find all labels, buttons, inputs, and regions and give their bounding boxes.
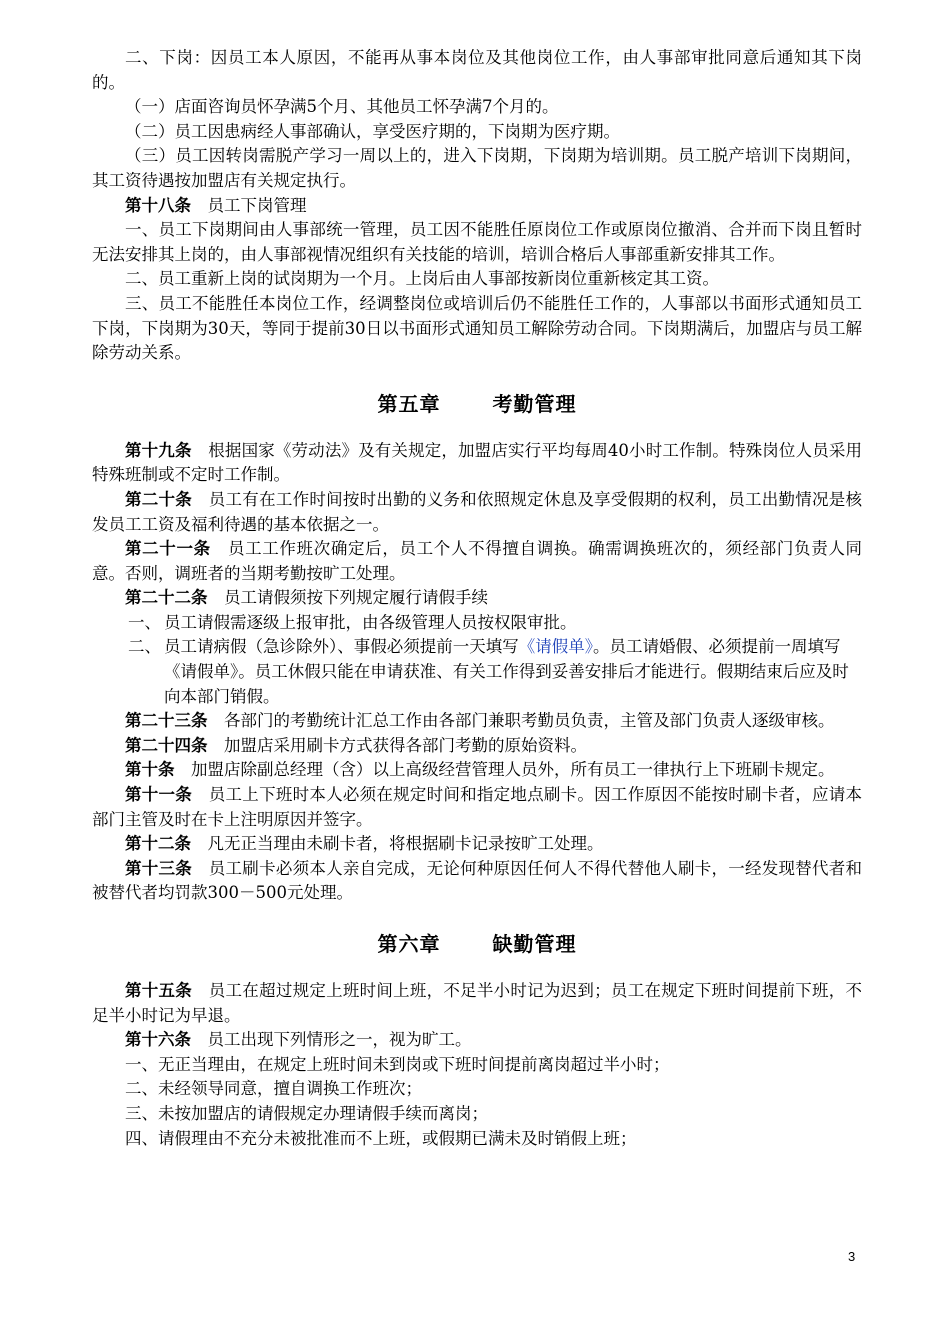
article-text: 凡无正当理由未刷卡者，将根据刷卡记录按旷工处理。: [207, 834, 604, 854]
chapter-title: 考勤管理: [492, 391, 577, 416]
article-text: 员工下岗管理: [207, 195, 307, 215]
chapter-number: 第六章: [377, 932, 441, 956]
list-text-part: 。员工请婚假、必须提前一周填写《请假单》。员工休假只能在申请获准、有关工作得到妥善安排后才能进行。假期结束后应及时向本部门销假。: [164, 637, 849, 706]
article-text: 员工刷卡必须本人亲自完成，无论何种原因任何人不得代替他人刷卡，一经发现替代者和被替代者均罚款300－500元处理。: [92, 858, 863, 903]
leave-form-link[interactable]: 《请假单》: [518, 637, 593, 657]
article: [92, 979, 862, 1028]
article-18: [92, 194, 862, 219]
article-title: 第二十四条: [125, 735, 208, 755]
article-text: 员工有在工作时间按时出勤的义务和依照规定休息及享受假期的权利，员工出勤情况是核发员工工资及福利待遇的基本依据之一。: [92, 489, 863, 534]
list-text-part: 员工请病假（急诊除外）、事假必须提前一天填写: [164, 637, 519, 657]
article-title: 第十一条: [125, 785, 193, 805]
list-item: 三、未按加盟店的请假规定办理请假手续而离岗；: [125, 1103, 488, 1123]
article-title: 第十九条: [125, 440, 192, 460]
article: [92, 857, 862, 906]
list-number: 二、: [128, 637, 161, 657]
article-title: 第二十二条: [125, 588, 208, 608]
page-number: 3: [848, 1249, 856, 1264]
list-item: [92, 635, 862, 709]
article-text: 员工上下班时本人必须在规定时间和指定地点刷卡。因工作原因不能按时刷卡者，应请本部门主管及时在卡上注明原因并签字。: [92, 785, 863, 829]
list-number: 一、: [128, 612, 161, 632]
list-item: 二、未经领导同意，擅自调换工作班次；: [125, 1079, 422, 1099]
chapter-number: 第五章: [377, 391, 441, 416]
article-text: 员工请假须按下列规定履行请假手续: [224, 588, 488, 608]
article: [92, 783, 862, 832]
article: [92, 758, 862, 783]
article-text: 根据国家《劳动法》及有关规定，加盟店实行平均每周40小时工作制。特殊岗位人员采用特殊班制或不定时工作制。: [92, 440, 863, 485]
list-item: 一、无正当理由，在规定上班时间未到岗或下班时间提前离岗超过半小时；: [125, 1054, 670, 1074]
list-text: 员工请假需逐级上报审批，由各级管理人员按权限审批。: [164, 612, 577, 632]
list-text: [164, 635, 862, 709]
article-title: 第十八条: [125, 195, 191, 215]
article: [92, 1028, 862, 1053]
article-title: 第二十一条: [125, 539, 211, 559]
paragraph: 一、员工下岗期间由人事部统一管理，员工因不能胜任原岗位工作或原岗位撤消、合并而下岗且暂时无法安排其上岗的，由人事部视情况组织有关技能的培训，培训合格后人事部重新安排其工作。: [92, 220, 862, 264]
article-text: 员工工作班次确定后，员工个人不得擅自调换。确需调换班次的，须经部门负责人同意。否则，调班者的当期考勤按旷工处理。: [92, 539, 863, 583]
article-title: 第二十三条: [125, 711, 208, 731]
article: [92, 832, 862, 857]
article-text: 各部门的考勤统计汇总工作由各部门兼职考勤员负责，主管及部门负责人逐级审核。: [224, 711, 835, 731]
chapter-title: 缺勤管理: [492, 932, 577, 956]
article: [92, 709, 862, 734]
paragraph: 三、员工不能胜任本岗位工作，经调整岗位或培训后仍不能胜任工作的，人事部以书面形式通知员工下岗，下岗期为30天，等同于提前30日以书面形式通知员工解除劳动合同。下岗期满后，加盟店与员工解除劳动关系。: [92, 293, 862, 363]
paragraph: （二）员工因患病经人事部确认，享受医疗期的，下岗期为医疗期。: [125, 121, 620, 141]
article: [92, 734, 862, 759]
article-text: 加盟店除副总经理（含）以上高级经营管理人员外，所有员工一律执行上下班刷卡规定。: [191, 760, 835, 780]
article-text: 加盟店采用刷卡方式获得各部门考勤的原始资料。: [224, 735, 587, 755]
article-title: 第二十条: [125, 489, 193, 509]
list-item: 四、请假理由不充分未被批准而不上班，或假期已满未及时销假上班；: [125, 1128, 637, 1148]
article: [92, 488, 862, 537]
article-text: 员工在超过规定上班时间上班，不足半小时记为迟到；员工在规定下班时间提前下班，不足半小时记为早退。: [92, 981, 863, 1025]
article-title: 第十三条: [125, 858, 193, 878]
chapter-6-heading: [92, 928, 862, 957]
article-title: 第十五条: [125, 981, 193, 1000]
document-page: [92, 46, 862, 1151]
paragraph: （三）员工因转岗需脱产学习一周以上的，进入下岗期，下岗期为培训期。员工脱产培训下岗期间，其工资待遇按加盟店有关规定执行。: [92, 146, 862, 190]
article-text: 员工出现下列情形之一，视为旷工。: [207, 1030, 472, 1050]
article: [92, 537, 862, 586]
list-item: [92, 611, 862, 636]
article-title: 第十条: [125, 760, 175, 780]
article: [92, 586, 862, 611]
article: [92, 439, 862, 488]
paragraph: 二、下岗：因员工本人原因，不能再从事本岗位及其他岗位工作，由人事部审批同意后通知其下岗的。: [92, 48, 862, 92]
article-title: 第十二条: [125, 834, 191, 854]
paragraph: （一）店面咨询员怀孕满5个月、其他员工怀孕满7个月的。: [125, 97, 559, 117]
chapter-5-heading: [92, 388, 862, 417]
paragraph: 二、员工重新上岗的试岗期为一个月。上岗后由人事部按新岗位重新核定其工资。: [125, 269, 719, 289]
article-title: 第十六条: [125, 1030, 191, 1050]
